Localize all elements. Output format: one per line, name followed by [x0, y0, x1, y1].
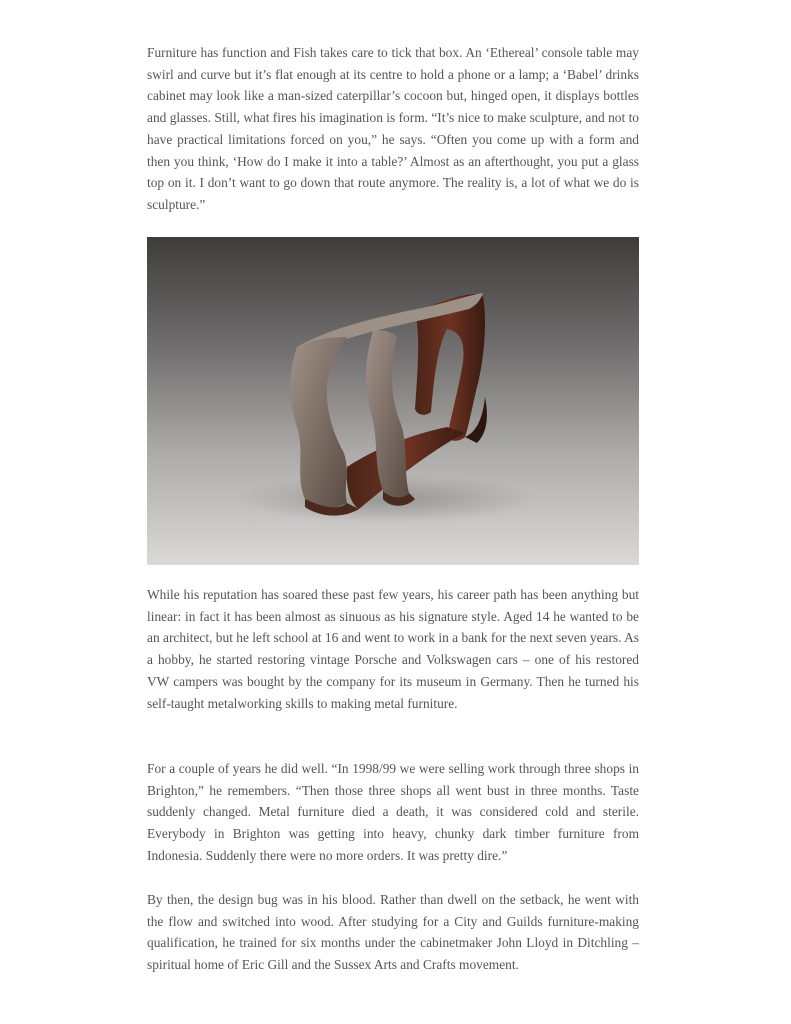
article-paragraph-4: By then, the design bug was in his blood. Rather than dwell on the setback, he went with the flow and switched into wood. After studying for a City and Guilds furniture-making qualification, he trained for six months under the cabinetmaker John Lloyd in Ditchling – spiritual home of Eric Gill and the Sussex Arts and Crafts movement. — [147, 892, 639, 973]
article-paragraph-3: For a couple of years he did well. “In 1998/99 we were selling work through three shops in Brighton,” he remembers. “Then those three shops all went bust in three months. Taste suddenly changed. Metal furniture died a death, it was considered cold and sterile. Everybody in Brighton was getting into heavy, chunky dark timber furniture from Indonesia. Suddenly there were no more orders. It was pretty dire.” — [147, 761, 639, 863]
article-paragraph-1: Furniture has function and Fish takes care to tick that box. An ‘Ethereal’ console table may swirl and curve but it’s flat enough at its centre to hold a phone or a lamp; a ‘Babel’ drinks cabinet may look like a man-sized caterpillar’s cocoon but, hinged open, it displays bottles and glasses. Still, what fires his imagination is form. “It’s nice to make sculpture, and not to have practical limitations forced on you,” he says. “Often you come up with a form and then you think, ‘How do I make it into a table?’ Almost as an afterthought, you put a glass top on it. I don’t want to go down that route anymore. The reality is, a lot of what we do is sculpture.” — [147, 45, 639, 212]
console-table-image — [147, 237, 639, 565]
article-paragraph-2: While his reputation has soared these past few years, his career path has been anything but linear: in fact it has been almost as sinuous as his signature style. Aged 14 he wanted to be an architect, but he left school at 16 and went to work in a bank for the next seven years. As a hobby, he started restoring vintage Porsche and Volkswagen cars – one of his restored VW campers was bought by the company for its museum in Germany. Then he turned his self-taught metalworking skills to making metal furniture. — [147, 587, 639, 711]
furniture-photo — [147, 237, 639, 565]
